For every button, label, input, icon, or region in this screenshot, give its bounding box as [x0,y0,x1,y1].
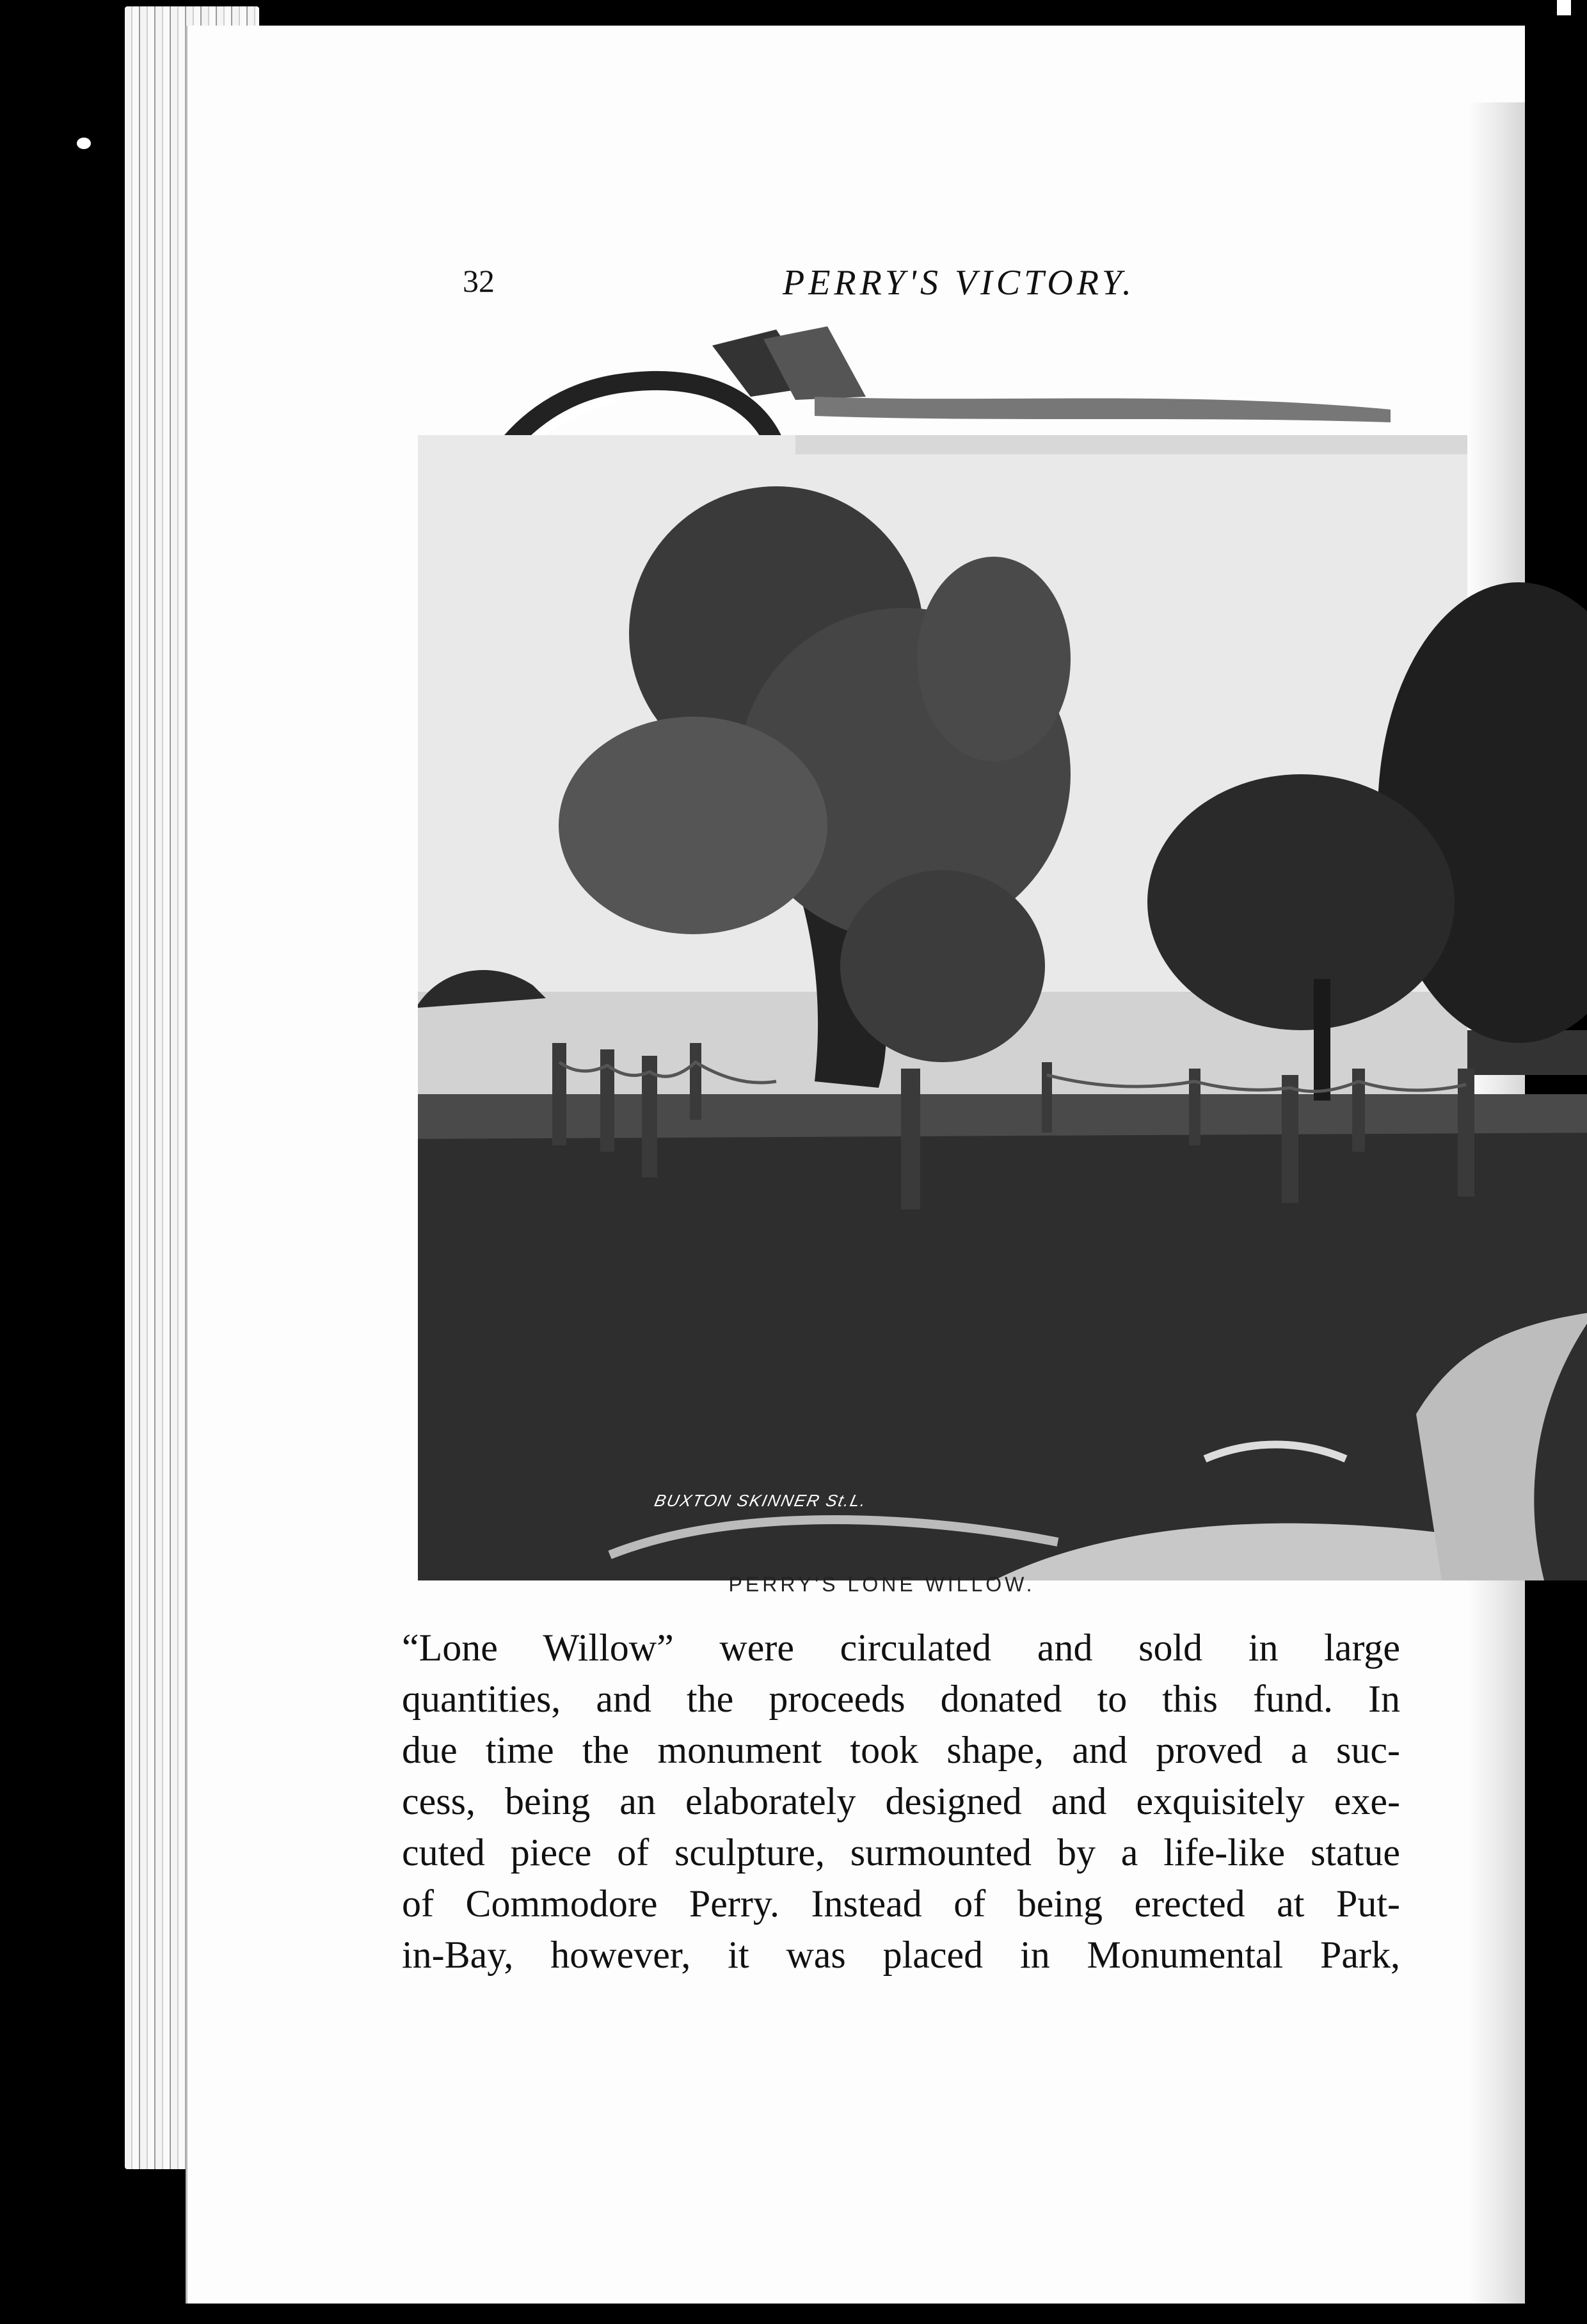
page-number: 32 [463,263,495,299]
scan-speck [77,138,91,149]
body-line: quantities, and the proceeds donated to this fund. In [402,1678,1400,1720]
plate-caption: PERRY'S LONE WILLOW. [728,1573,1035,1596]
body-line: in-Bay, however, it was placed in Monumental Park, [402,1934,1400,1976]
book-page [186,26,1525,2304]
engraver-credit: BUXTON SKINNER St.L. [652,1491,869,1510]
body-line: due time the monument took shape, and proved a suc- [402,1729,1400,1771]
running-head: PERRY'S VICTORY. [783,263,1135,303]
body-line: cess, being an elaborately designed and exquisitely exe- [402,1780,1400,1822]
body-line: cuted piece of sculpture, surmounted by a life-like statue [402,1831,1400,1874]
page-header [187,237,1525,314]
illustration-plate [418,326,1587,1580]
lone-willow-engraving [418,326,1587,1580]
scan-corner-mark [1557,0,1571,15]
body-line: of Commodore Perry. Instead of being erected at Put- [402,1882,1400,1925]
body-text [402,1622,1400,1980]
body-line: “Lone Willow” were circulated and sold in large [402,1627,1400,1669]
